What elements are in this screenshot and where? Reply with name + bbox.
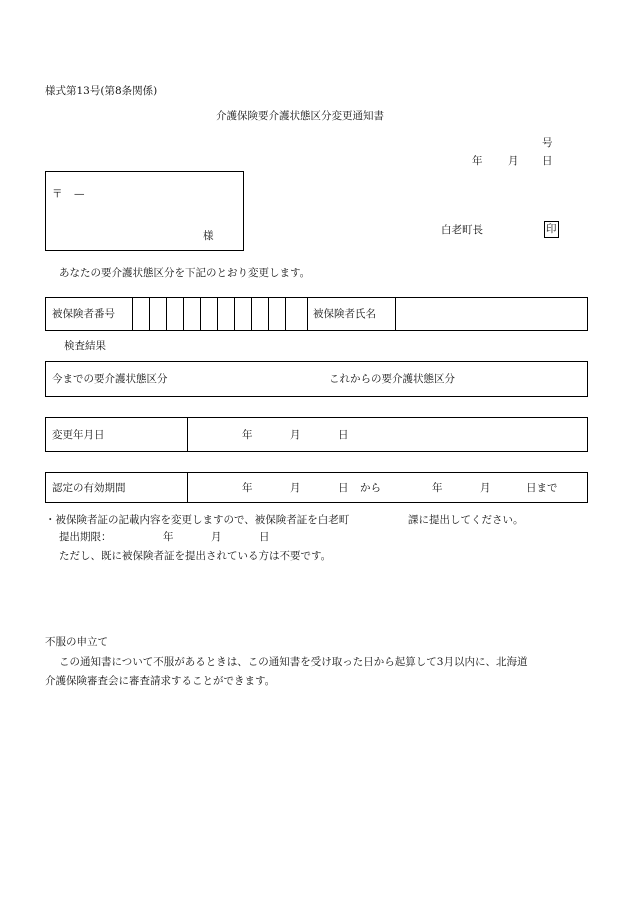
validity-to-year: 年 (432, 482, 443, 494)
deadline-year: 年 (163, 531, 174, 543)
inspection-label: 検査結果 (64, 340, 106, 352)
date-year: 年 (472, 155, 483, 167)
intro-text: あなたの要介護状態区分を下記のとおり変更します。 (59, 267, 311, 279)
number-suffix: 号 (542, 137, 553, 149)
care-level-after-label: これからの要介護状態区分 (329, 373, 455, 385)
deadline-month: 月 (211, 531, 222, 543)
appeal-body-line2: 介護保険審査会に審査請求することができます。 (45, 675, 276, 687)
deadline-day: 日 (259, 531, 270, 543)
insured-row (45, 297, 588, 331)
change-date-row (45, 417, 588, 452)
validity-from: から (360, 482, 381, 494)
validity-from-month: 月 (290, 482, 301, 494)
validity-from-day: 日 (338, 482, 349, 494)
note-submit-line: ・被保険者証の記載内容を変更しますので、被保険者証を白老町 (45, 514, 350, 526)
validity-label: 認定の有効期間 (52, 482, 126, 494)
date-day: 日 (542, 155, 553, 167)
date-month: 月 (508, 155, 519, 167)
document-title: 介護保険要介護状態区分変更通知書 (216, 110, 384, 122)
insured-number-label: 被保険者番号 (52, 308, 115, 320)
appeal-body-line1: この通知書について不服があるときは、この通知書を受け取った日から起算して3月以内に、北海道 (59, 656, 528, 668)
address-box (45, 171, 244, 251)
validity-to-month: 月 (480, 482, 491, 494)
change-date-year: 年 (242, 429, 253, 441)
validity-to-day: 日まで (526, 482, 558, 494)
honorific-sama: 様 (203, 230, 214, 242)
form-number: 様式第13号(第8条関係) (45, 85, 158, 97)
appeal-heading: 不服の申立て (45, 636, 108, 648)
note-submit-line-end: 課に提出してください。 (408, 514, 524, 526)
change-date-label: 変更年月日 (52, 429, 105, 441)
postal-mark: 〒 (52, 188, 63, 200)
change-date-day: 日 (338, 429, 349, 441)
seal-mark: 印 (544, 221, 559, 238)
note-exemption: ただし、既に被保険者証を提出されている方は不要です。 (59, 550, 332, 562)
issuer-name: 白老町長 (441, 224, 483, 236)
postal-dash: — (74, 188, 85, 200)
care-level-row (45, 361, 588, 397)
deadline-label: 提出期限： (59, 531, 112, 543)
insured-name-label: 被保険者氏名 (313, 308, 376, 320)
care-level-before-label: 今までの要介護状態区分 (52, 373, 168, 385)
validity-from-year: 年 (242, 482, 253, 494)
change-date-month: 月 (290, 429, 301, 441)
validity-period-row (45, 472, 588, 503)
